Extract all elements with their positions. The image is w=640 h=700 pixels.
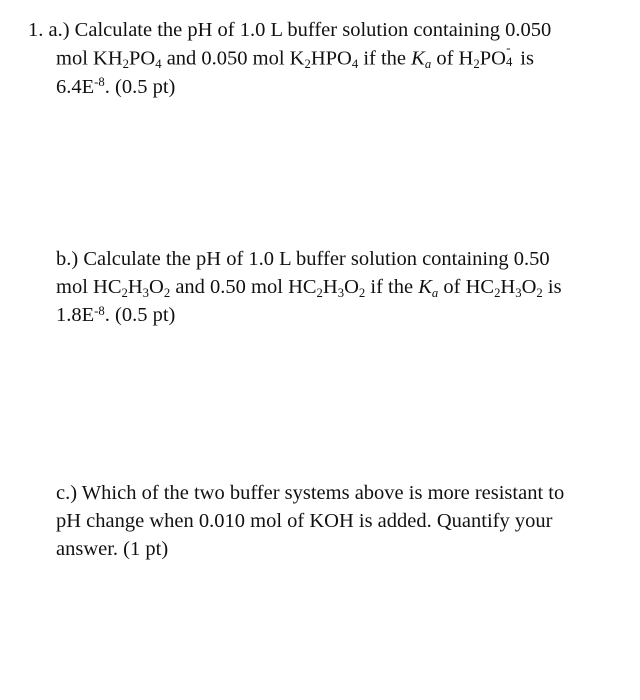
question-1a [28,16,618,101]
question-1c [56,479,616,563]
text: . (0.5 pt) [104,304,176,326]
charge-subscript [505,41,515,69]
subscript: 2 [358,285,366,300]
ka-symbol: K [411,47,425,70]
subscript: 3 [337,285,345,300]
question-1b-line-2 [56,273,616,301]
text: 6.4E [56,75,95,98]
text: H [500,276,516,298]
text: if the [358,47,412,70]
text: and 0.50 mol HC [170,276,317,298]
text: and 0.050 mol K [161,47,305,70]
subscript: 2 [494,285,501,300]
text: H [127,276,143,298]
question-1c-line-1: c.) Which of the two buffer systems above is more resistant to [56,482,565,504]
question-1a-line-1: 1. a.) Calculate the pH of 1.0 L buffer solution containing 0.050 [28,19,552,41]
text: O [344,276,359,298]
text: H [322,276,338,298]
question-1b-line-3 [56,301,616,329]
question-1c-line-3: answer. (1 pt) [56,538,169,560]
text: HPO [310,47,352,70]
text: PO [479,47,506,70]
subscript: 2 [473,57,480,72]
subscript: 2 [122,57,129,72]
subscript: 2 [316,285,323,300]
text: is [515,47,534,70]
question-1a-line-3 [28,73,618,101]
text: is [542,276,562,298]
superscript: -8 [94,303,105,318]
text: O [521,276,537,298]
text: mol KH [56,47,123,70]
subscript: 2 [163,285,171,300]
question-1c-line-2: pH change when 0.010 mol of KOH is added. Quantify your [56,510,553,532]
superscript: -8 [94,75,105,90]
subscript: 4 [155,57,162,72]
subscript: 4 [505,54,513,69]
text: of H [431,47,474,70]
text: of HC [438,276,495,298]
superscript: - [506,41,511,56]
ka-subscript: a [431,285,439,300]
subscript: 3 [142,285,150,300]
question-1b [56,245,616,329]
text: if the [365,276,419,298]
text: 1.8E [56,304,95,326]
subscript: 3 [515,285,522,300]
subscript: 2 [121,285,128,300]
subscript: 2 [304,57,311,72]
text: O [149,276,164,298]
question-1a-line-2 [28,41,618,73]
text: PO [128,47,156,70]
question-1b-line-1: b.) Calculate the pH of 1.0 L buffer solution containing 0.50 [56,248,550,270]
text: mol HC [56,276,122,298]
subscript: 4 [351,57,359,72]
ka-subscript: a [424,57,432,72]
text: . (0.5 pt) [104,75,176,98]
ka-symbol: K [418,276,432,298]
subscript: 2 [536,285,543,300]
